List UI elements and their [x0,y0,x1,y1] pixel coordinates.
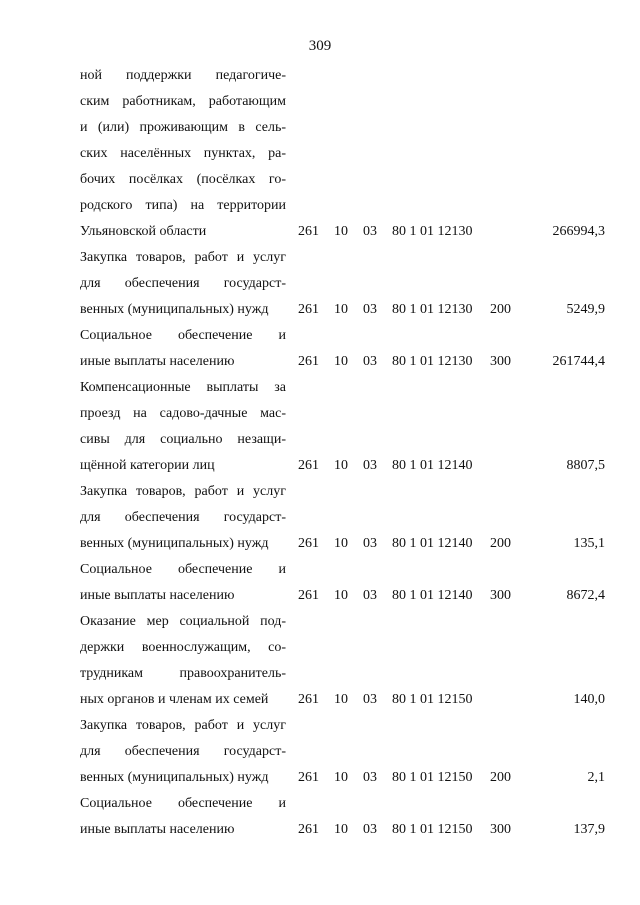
description-line: венных (муниципальных) нужд [80,770,269,785]
subsection-code: 03 [363,302,377,317]
target-article-code: 80 1 01 12140 [392,536,473,551]
amount: 135,1 [573,536,605,551]
subsection-code: 03 [363,692,377,707]
target-article-code: 80 1 01 12130 [392,302,473,317]
admin-code: 261 [298,770,319,785]
row-description [80,609,286,713]
expense-type-code: 200 [490,536,511,551]
amount: 5249,9 [566,302,605,317]
description-line: для обеспечения государст- [80,510,286,525]
row-description [80,791,286,843]
admin-code: 261 [298,354,319,369]
target-article-code: 80 1 01 12130 [392,354,473,369]
row-description [80,245,286,323]
subsection-code: 03 [363,822,377,837]
description-line: Закупка товаров, работ и услуг [80,250,286,265]
amount: 8672,4 [566,588,605,603]
amount: 261744,4 [552,354,605,369]
table-row [80,479,620,557]
section-code: 10 [334,588,348,603]
description-line: ной поддержки педагогиче- [80,68,286,83]
target-article-code: 80 1 01 12140 [392,588,473,603]
subsection-code: 03 [363,588,377,603]
target-article-code: 80 1 01 12150 [392,692,473,707]
description-line: Закупка товаров, работ и услуг [80,718,286,733]
section-code: 10 [334,822,348,837]
table-row [80,375,620,479]
description-line: Оказание мер социальной под- [80,614,286,629]
expense-type-code: 200 [490,770,511,785]
budget-table [80,63,620,843]
subsection-code: 03 [363,354,377,369]
description-line: и (или) проживающим в сель- [80,120,286,135]
table-row [80,63,620,245]
table-row [80,609,620,713]
section-code: 10 [334,302,348,317]
description-line: Социальное обеспечение и [80,562,286,577]
row-description [80,557,286,609]
admin-code: 261 [298,302,319,317]
table-row [80,791,620,843]
description-line: Социальное обеспечение и [80,796,286,811]
target-article-code: 80 1 01 12140 [392,458,473,473]
expense-type-code: 300 [490,354,511,369]
subsection-code: 03 [363,770,377,785]
amount: 266994,3 [552,224,605,239]
section-code: 10 [334,354,348,369]
page-number: 309 [308,38,332,54]
amount: 140,0 [573,692,605,707]
section-code: 10 [334,770,348,785]
description-line: для обеспечения государст- [80,276,286,291]
row-description [80,713,286,791]
row-description [80,479,286,557]
description-line: иные выплаты населению [80,822,235,837]
section-code: 10 [334,224,348,239]
description-line: иные выплаты населению [80,588,235,603]
description-line: ским работникам, работающим [80,94,286,109]
description-line: бочих посёлках (посёлках го- [80,172,286,187]
description-line: трудникам правоохранитель- [80,666,286,681]
description-line: венных (муниципальных) нужд [80,536,269,551]
table-row [80,557,620,609]
description-line: щённой категории лиц [80,458,215,473]
amount: 2,1 [587,770,605,785]
description-line: иные выплаты населению [80,354,235,369]
target-article-code: 80 1 01 12150 [392,770,473,785]
expense-type-code: 300 [490,588,511,603]
table-row [80,323,620,375]
description-line: венных (муниципальных) нужд [80,302,269,317]
subsection-code: 03 [363,536,377,551]
row-description [80,375,286,479]
description-line: Ульяновской области [80,224,207,239]
description-line: проезд на садово-дачные мас- [80,406,286,421]
admin-code: 261 [298,536,319,551]
row-description [80,63,286,245]
subsection-code: 03 [363,224,377,239]
description-line: Закупка товаров, работ и услуг [80,484,286,499]
row-description [80,323,286,375]
description-line: сивы для социально незащи- [80,432,286,447]
admin-code: 261 [298,692,319,707]
table-row [80,713,620,791]
description-line: Компенсационные выплаты за [80,380,286,395]
expense-type-code: 200 [490,302,511,317]
subsection-code: 03 [363,458,377,473]
description-line: ных органов и членам их семей [80,692,269,707]
expense-type-code: 300 [490,822,511,837]
admin-code: 261 [298,224,319,239]
table-row [80,245,620,323]
description-line: держки военнослужащим, со- [80,640,286,655]
description-line: для обеспечения государст- [80,744,286,759]
description-line: ских населённых пунктах, ра- [80,146,286,161]
admin-code: 261 [298,588,319,603]
section-code: 10 [334,692,348,707]
amount: 137,9 [573,822,605,837]
target-article-code: 80 1 01 12150 [392,822,473,837]
section-code: 10 [334,536,348,551]
admin-code: 261 [298,458,319,473]
section-code: 10 [334,458,348,473]
target-article-code: 80 1 01 12130 [392,224,473,239]
amount: 8807,5 [566,458,605,473]
description-line: родского типа) на территории [80,198,286,213]
admin-code: 261 [298,822,319,837]
description-line: Социальное обеспечение и [80,328,286,343]
